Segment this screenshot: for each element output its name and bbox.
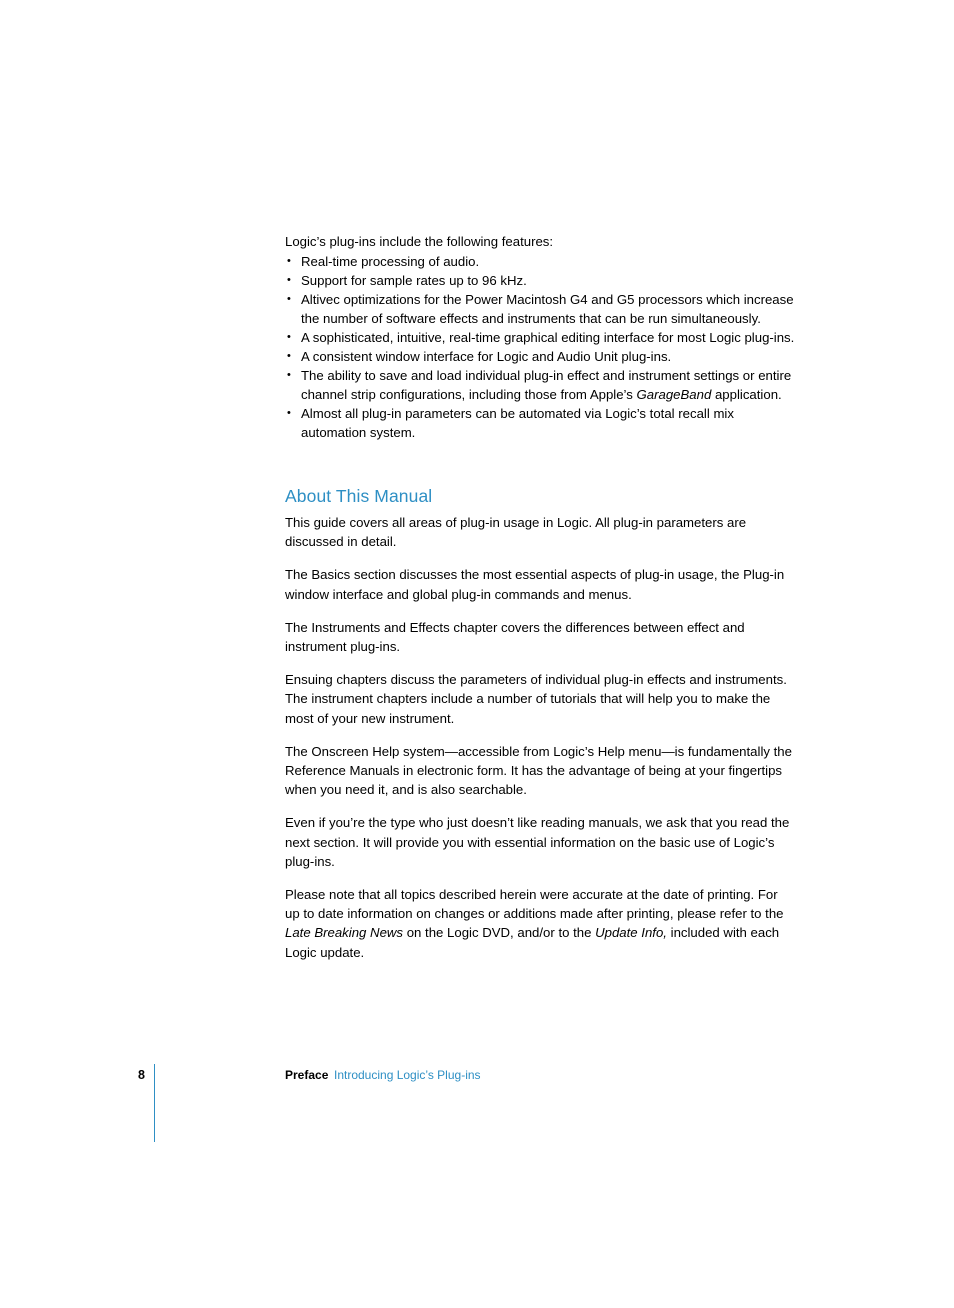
paragraph-text-italic: Update Info, [595,925,667,941]
paragraph-text: on the Logic DVD, and/or to the [403,925,596,941]
intro-paragraph: Logic’s plug-ins include the following features: [285,234,554,249]
body-paragraph: The Onscreen Help system—accessible from Logic’s Help menu—is fundamentally the Reference Manuals in electronic form. It has the advantage of being at your fingertips when you need it, and is also searchable. [285,743,792,798]
body-paragraph: This guide covers all areas of plug-in usage in Logic. All plug-in parameters are discussed in detail. [285,515,747,550]
body-paragraph: Even if you’re the type who just doesn’t like reading manuals, we ask that you read the next section. It will provide you with essential information on the basic use of Logic’s plug-ins. [285,815,790,869]
page-footer [138,1064,838,1144]
list-item-text-after: application. [711,387,782,402]
list-item: • Real-time processing of audio. [285,252,795,271]
list-item [285,366,795,404]
list-item: • A sophisticated, intuitive, real-time graphical editing interface for most Logic plug-ins. [285,328,795,347]
body-paragraph: The Instruments and Effects chapter covers the differences between effect and instrument plug-ins. [285,619,745,655]
paragraph-text: included with each Logic update. [285,925,780,960]
body-paragraph: Ensuing chapters discuss the parameters of individual plug-in effects and instruments. The instrument chapters include a number of tutorials that will help you to make the most of your new instrument. [285,672,787,726]
page-content [285,232,795,962]
page-number: 8 [138,1068,145,1082]
body-paragraph-final [285,885,795,962]
list-item: • A consistent window interface for Logic and Audio Unit plug-ins. [285,347,795,366]
paragraph-text: Please note that all topics described herein were accurate at the date of printing. For up to date information on changes or additions made after printing, please refer to the [285,887,784,922]
list-item-text-italic: GarageBand [636,387,712,402]
features-list [285,252,795,442]
body-paragraph: The Basics section discusses the most essential aspects of plug-in usage, the Plug-in window interface and global plug-in commands and menus. [285,567,785,602]
footer-chapter-title: Introducing Logic’s Plug-ins [334,1068,481,1082]
list-item: • Altivec optimizations for the Power Macintosh G4 and G5 processors which increase the number of software effects and instruments that can be run simultaneously. [285,290,795,328]
footer-divider [154,1064,155,1142]
footer-section-label: Preface [285,1068,329,1082]
list-item: • Support for sample rates up to 96 kHz. [285,271,795,290]
paragraph-text-italic: Late Breaking News [285,925,404,941]
list-item-text-before: The ability to save and load individual plug-in effect and instrument settings or entire channel strip configurations, including those from Apple’s [301,368,792,402]
section-heading: About This Manual [285,486,433,506]
list-item: • Almost all plug-in parameters can be automated via Logic’s total recall mix automation system. [285,404,795,442]
